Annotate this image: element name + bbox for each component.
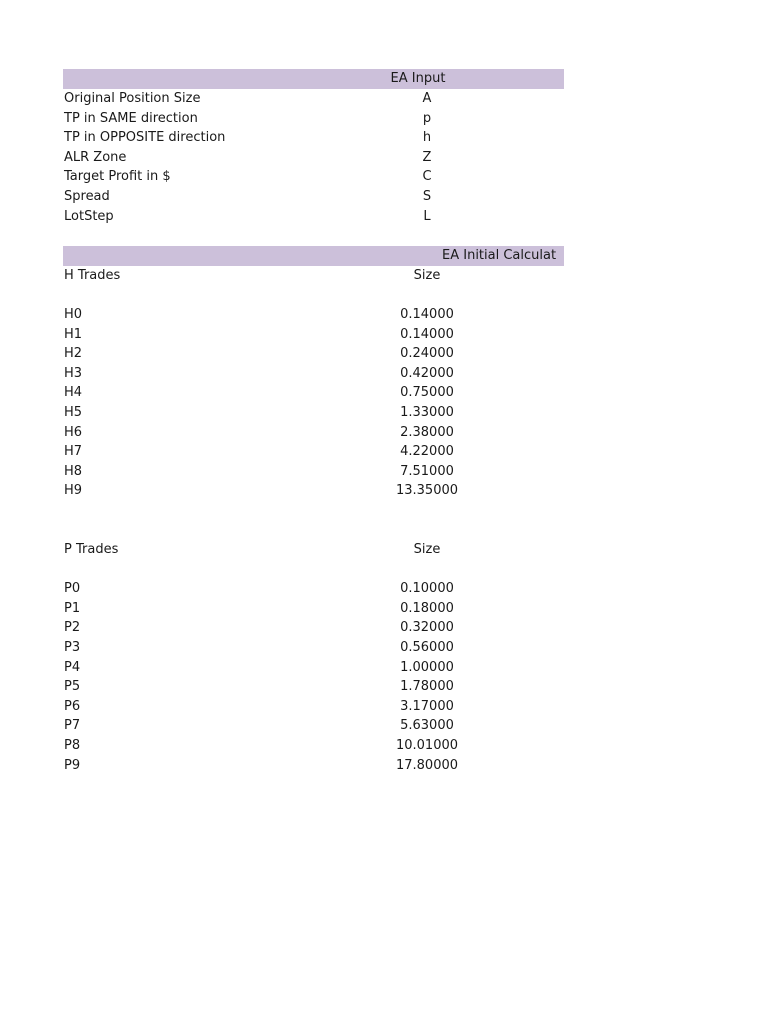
p-trade-row: [63, 579, 564, 599]
input-label: TP in OPPOSITE direction: [64, 130, 226, 146]
trade-label: P9: [64, 757, 81, 773]
trade-size: 0.32000: [400, 620, 454, 636]
trade-label: H8: [64, 463, 83, 479]
p-trade-row: [63, 599, 564, 619]
spacer-row: [63, 285, 564, 305]
trade-label: P7: [64, 718, 81, 734]
h-trade-row: [63, 423, 564, 443]
trade-label: P1: [64, 600, 81, 616]
spacer-row: [63, 226, 564, 246]
input-value: L: [423, 208, 431, 224]
input-value: h: [422, 130, 432, 146]
input-value: A: [422, 91, 432, 106]
h-trade-row: [63, 305, 564, 325]
trade-label: P8: [64, 738, 81, 753]
trade-label: H0: [64, 306, 83, 322]
trade-size: 0.56000: [400, 640, 454, 656]
trade-size: 0.18000: [400, 600, 454, 616]
input-label: Original Position Size: [64, 91, 201, 106]
h-trade-row: [63, 344, 564, 364]
h-trade-row: [63, 403, 564, 423]
spacer-row: [63, 520, 564, 540]
trade-size: 0.42000: [400, 365, 454, 381]
input-label: TP in SAME direction: [64, 110, 198, 126]
ea-input-header: EA Input: [390, 71, 446, 86]
trade-size: 0.75000: [400, 385, 454, 401]
h-size-label: Size: [413, 267, 441, 283]
p-trade-row: [63, 736, 564, 756]
trade-size: 0.14000: [400, 306, 454, 322]
trade-label: P4: [64, 659, 81, 675]
trade-label: P6: [64, 698, 81, 714]
input-row: [63, 187, 564, 207]
p-trade-row: [63, 618, 564, 638]
p-trade-row: [63, 716, 564, 736]
trade-label: P0: [64, 581, 81, 597]
trade-label: H3: [64, 365, 83, 381]
trade-size: 2.38000: [400, 424, 454, 440]
input-value: Z: [422, 149, 432, 165]
ea-input-header-band: [63, 69, 564, 89]
h-trade-row: [63, 325, 564, 345]
input-row: [63, 167, 564, 187]
h-trade-row: [63, 383, 564, 403]
h-trade-row: [63, 364, 564, 384]
input-value: S: [422, 188, 432, 204]
input-label: ALR Zone: [64, 149, 127, 165]
trade-size: 0.10000: [400, 581, 454, 597]
trade-label: H2: [64, 346, 83, 362]
trade-size: 5.63000: [400, 718, 454, 734]
trade-label: H7: [64, 444, 83, 460]
trade-size: 3.17000: [400, 698, 454, 714]
trade-size: 0.14000: [400, 326, 454, 342]
trade-size: 1.78000: [400, 679, 454, 695]
input-row: [63, 109, 564, 129]
trade-label: H5: [64, 404, 83, 420]
p-trades-heading-row: [63, 540, 564, 560]
initial-calc-header: EA Initial Calculat: [442, 247, 557, 263]
input-value: C: [422, 169, 432, 185]
input-row: [63, 148, 564, 168]
trade-label: H9: [64, 483, 83, 499]
h-trade-row: [63, 462, 564, 482]
h-trade-row: [63, 481, 564, 501]
h-trade-row: [63, 442, 564, 462]
p-trades-label: P Trades: [64, 542, 119, 558]
input-value: p: [422, 110, 432, 126]
p-trade-row: [63, 677, 564, 697]
trade-size: 10.01000: [395, 738, 459, 753]
input-label: Target Profit in $: [64, 169, 171, 185]
trade-size: 17.80000: [395, 757, 459, 773]
p-trade-row: [63, 756, 564, 776]
trade-label: H4: [64, 385, 83, 401]
trade-label: P3: [64, 640, 81, 656]
spacer-row: [63, 501, 564, 521]
input-row: [63, 128, 564, 148]
trade-size: 0.24000: [400, 346, 454, 362]
p-trade-row: [63, 658, 564, 678]
input-row: [63, 89, 564, 109]
trade-size: 4.22000: [400, 444, 454, 460]
trade-label: P5: [64, 679, 81, 695]
spacer-row: [63, 560, 564, 580]
trade-label: H1: [64, 326, 83, 342]
trade-size: 7.51000: [400, 463, 454, 479]
input-row: [63, 207, 564, 227]
trade-size: 13.35000: [395, 483, 459, 499]
initial-calc-header-band: [63, 246, 564, 266]
spreadsheet: [63, 69, 564, 775]
p-trade-row: [63, 697, 564, 717]
input-label: LotStep: [64, 208, 114, 224]
p-size-label: Size: [413, 542, 441, 558]
input-label: Spread: [64, 188, 110, 204]
trade-label: H6: [64, 424, 83, 440]
trade-label: P2: [64, 620, 81, 636]
p-trade-row: [63, 638, 564, 658]
h-trades-label: H Trades: [64, 267, 121, 283]
h-trades-heading-row: [63, 266, 564, 286]
trade-size: 1.33000: [400, 404, 454, 420]
trade-size: 1.00000: [400, 659, 454, 675]
